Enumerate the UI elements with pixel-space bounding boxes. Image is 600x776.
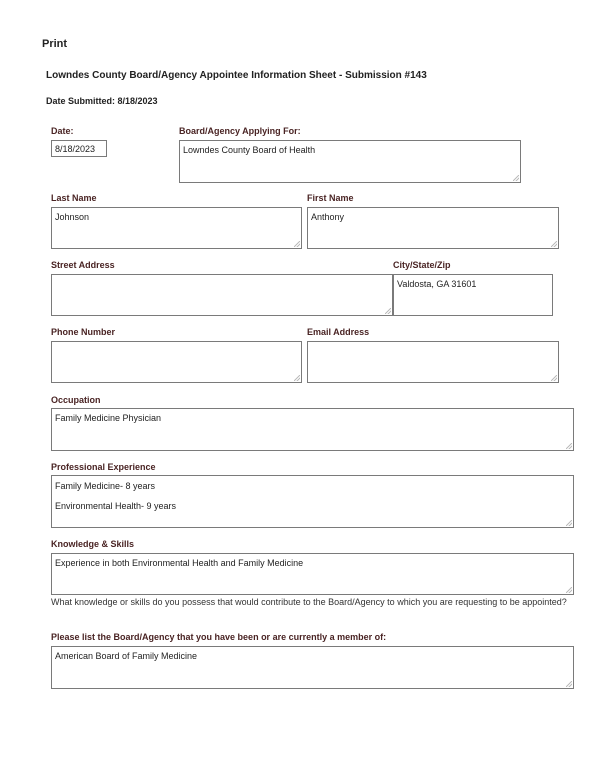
membership-field[interactable]: American Board of Family Medicine — [51, 646, 574, 689]
first-name-field[interactable]: Anthony — [307, 207, 559, 249]
phone-number-field[interactable] — [51, 341, 302, 383]
email-address-field[interactable] — [307, 341, 559, 383]
board-agency-label: Board/Agency Applying For: — [179, 126, 301, 136]
last-name-label: Last Name — [51, 193, 97, 203]
date-field[interactable]: 8/18/2023 — [51, 140, 107, 157]
professional-experience-label: Professional Experience — [51, 462, 156, 472]
date-label: Date: — [51, 126, 74, 136]
knowledge-skills-field[interactable]: Experience in both Environmental Health and Family Medicine — [51, 553, 574, 595]
street-address-label: Street Address — [51, 260, 115, 270]
street-address-field[interactable] — [51, 274, 393, 316]
city-state-zip-field[interactable]: Valdosta, GA 31601 — [393, 274, 553, 316]
print-link[interactable]: Print — [42, 38, 68, 50]
professional-experience-field[interactable] — [51, 475, 574, 528]
last-name-field[interactable]: Johnson — [51, 207, 302, 249]
occupation-field[interactable]: Family Medicine Physician — [51, 408, 574, 451]
email-address-label: Email Address — [307, 327, 370, 337]
experience-line: Environmental Health- 9 years — [55, 501, 177, 511]
occupation-label: Occupation — [51, 395, 101, 405]
knowledge-skills-label: Knowledge & Skills — [51, 539, 135, 549]
knowledge-skills-help-text: What knowledge or skills do you possess that would contribute to the Board/Agency to which you are requesting to be appointed? — [51, 597, 567, 607]
first-name-label: First Name — [307, 193, 354, 203]
board-agency-field[interactable]: Lowndes County Board of Health — [179, 140, 521, 183]
page-title: Lowndes County Board/Agency Appointee Information Sheet - Submission #143 — [46, 70, 427, 81]
date-submitted: Date Submitted: 8/18/2023 — [46, 96, 158, 106]
experience-line: Family Medicine- 8 years — [55, 481, 156, 491]
city-state-zip-label: City/State/Zip — [393, 260, 451, 270]
membership-label: Please list the Board/Agency that you have been or are currently a member of: — [51, 632, 387, 642]
phone-number-label: Phone Number — [51, 327, 116, 337]
